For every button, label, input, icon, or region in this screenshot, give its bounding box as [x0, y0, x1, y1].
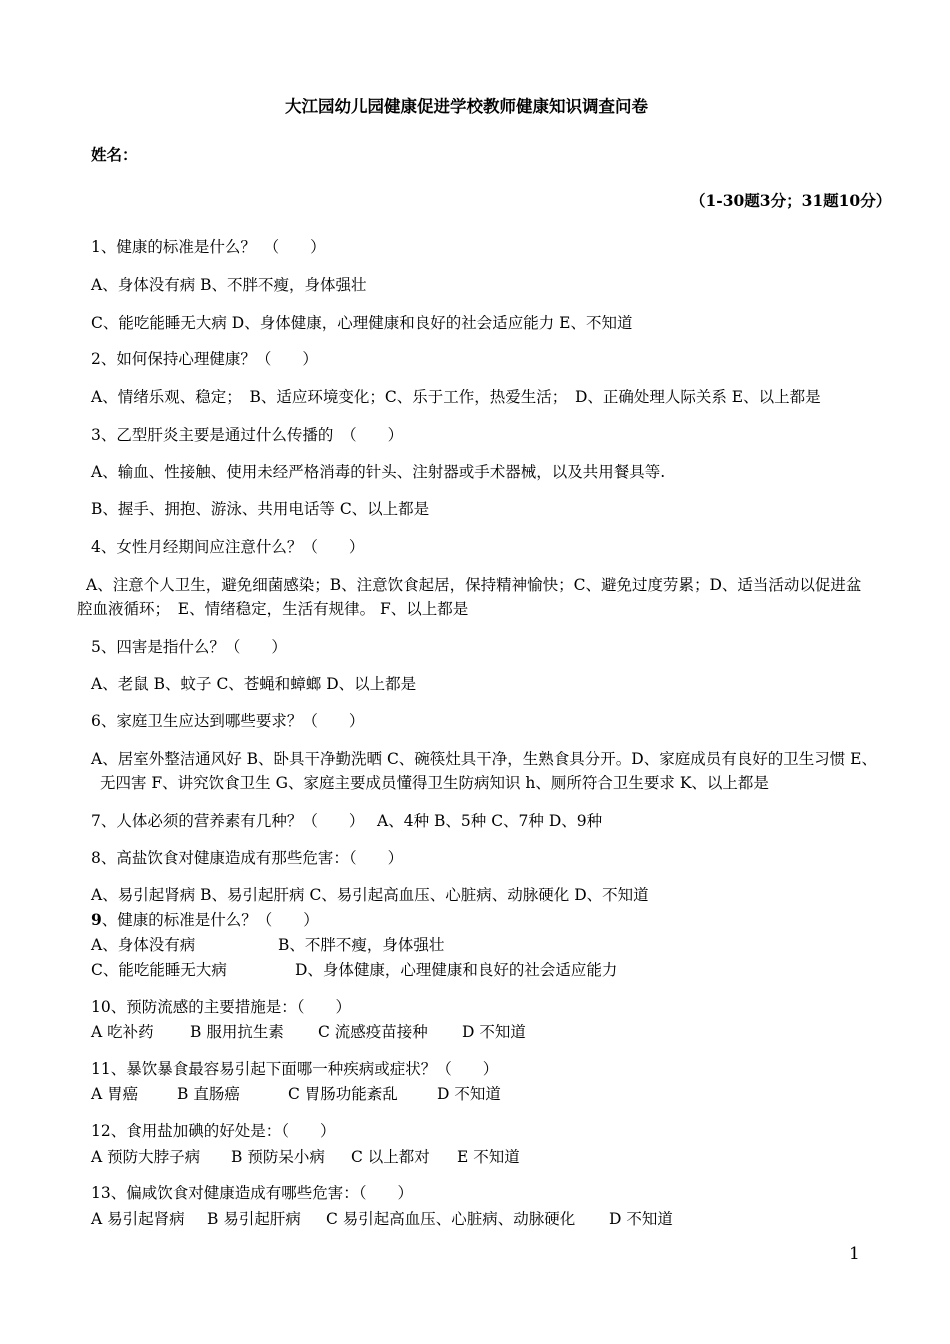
question-7: 7、人体必须的营养素有几种？（ ） A、4种 B、5种 C、7种 D、9种: [91, 812, 603, 830]
question-9-number: 9: [91, 910, 102, 929]
question-3-option-b: B、握手、拥抱、游泳、共用电话等 C、以上都是: [91, 500, 430, 518]
question-11-option-b: B 直肠癌: [177, 1085, 240, 1103]
question-13-option-a: A 易引起肾病: [91, 1210, 185, 1228]
question-5: 5、四害是指什么？（ ）: [91, 638, 287, 656]
question-12-option-a: A 预防大脖子病: [91, 1148, 201, 1166]
question-9-option-c: C、能吃能睡无大病: [91, 961, 227, 979]
question-9-option-b: B、不胖不瘦，身体强壮: [278, 936, 445, 954]
question-3-option-a: A、输血、性接触、使用未经严格消毒的针头、注射器或手术器械，以及共用餐具等.: [91, 463, 666, 481]
question-6-options-line1: A、居室外整洁通风好 B、卧具干净勤洗晒 C、碗筷灶具干净，生熟食具分开。D、家庭成员有良好的卫生习惯 E、: [91, 750, 877, 768]
question-10: 10、预防流感的主要措施是：（ ）: [91, 998, 351, 1016]
page-number: 1: [849, 1244, 860, 1264]
question-12-option-b: B 预防呆小病: [231, 1148, 325, 1166]
page-title: 大江园幼儿园健康促进学校教师健康知识调查问卷: [285, 97, 648, 116]
question-10-option-b: B 服用抗生素: [190, 1023, 284, 1041]
question-8-options: A、易引起肾病 B、易引起肝病 C、易引起高血压、心脏病、动脉硬化 D、不知道: [91, 886, 649, 904]
question-11-option-a: A 胃癌: [91, 1085, 139, 1103]
scoring-note: （1-30题3分；31题10分）: [690, 191, 892, 210]
question-13-option-c: C 易引起高血压、心脏病、动脉硬化: [326, 1210, 576, 1228]
question-9-option-a: A、身体没有病: [91, 936, 196, 954]
question-13-option-d: D 不知道: [609, 1210, 673, 1228]
question-1: 1、健康的标准是什么？ （ ）: [91, 238, 326, 256]
question-2-options: A、情绪乐观、稳定； B、适应环境变化；C、乐于工作，热爱生活； D、正确处理人际关系 E、以上都是: [91, 388, 821, 406]
question-11-option-d: D 不知道: [437, 1085, 501, 1103]
question-9: [91, 909, 319, 931]
question-13: 13、偏咸饮食对健康造成有哪些危害：（ ）: [91, 1184, 413, 1202]
question-6-options-line2: 无四害 F、讲究饮食卫生 G、家庭主要成员懂得卫生防病知识 h、厕所符合卫生要求 K、以上都是: [100, 774, 769, 792]
question-5-options: A、老鼠 B、蚊子 C、苍蝇和蟑螂 D、以上都是: [91, 675, 417, 693]
question-13-option-b: B 易引起肝病: [207, 1210, 301, 1228]
question-6: 6、家庭卫生应达到哪些要求？（ ）: [91, 712, 365, 730]
question-10-option-c: C 流感疫苗接种: [318, 1023, 428, 1041]
question-9-option-d: D、身体健康，心理健康和良好的社会适应能力: [295, 961, 618, 979]
question-12-option-c: C 以上都对: [351, 1148, 430, 1166]
name-label: 姓名：: [91, 145, 138, 164]
question-1-options-a: A、身体没有病 B、不胖不瘦，身体强壮: [91, 276, 367, 294]
question-12-option-e: E 不知道: [457, 1148, 520, 1166]
question-8: 8、高盐饮食对健康造成有那些危害：（ ）: [91, 849, 404, 867]
question-12: 12、食用盐加碘的好处是：（ ）: [91, 1122, 336, 1140]
question-10-option-a: A 吃补药: [91, 1023, 154, 1041]
question-9-text: 、健康的标准是什么？（ ）: [101, 911, 319, 929]
question-4-options-line1: A、注意个人卫生，避免细菌感染；B、注意饮食起居，保持精神愉快；C、避免过度劳累；D、适当活动以促进盆: [86, 576, 862, 594]
question-4: 4、女性月经期间应注意什么？（ ）: [91, 538, 365, 556]
question-3: 3、乙型肝炎主要是通过什么传播的 （ ）: [91, 426, 404, 444]
question-11-option-c: C 胃肠功能紊乱: [288, 1085, 398, 1103]
question-4-options-line2: 腔血液循环； E、情绪稳定，生活有规律。 F、以上都是: [77, 600, 469, 618]
question-1-options-c: C、能吃能睡无大病 D、身体健康，心理健康和良好的社会适应能力 E、不知道: [91, 314, 633, 332]
question-11: 11、暴饮暴食最容易引起下面哪一种疾病或症状？（ ）: [91, 1060, 499, 1078]
question-2: 2、如何保持心理健康？（ ）: [91, 350, 318, 368]
question-10-option-d: D 不知道: [462, 1023, 526, 1041]
